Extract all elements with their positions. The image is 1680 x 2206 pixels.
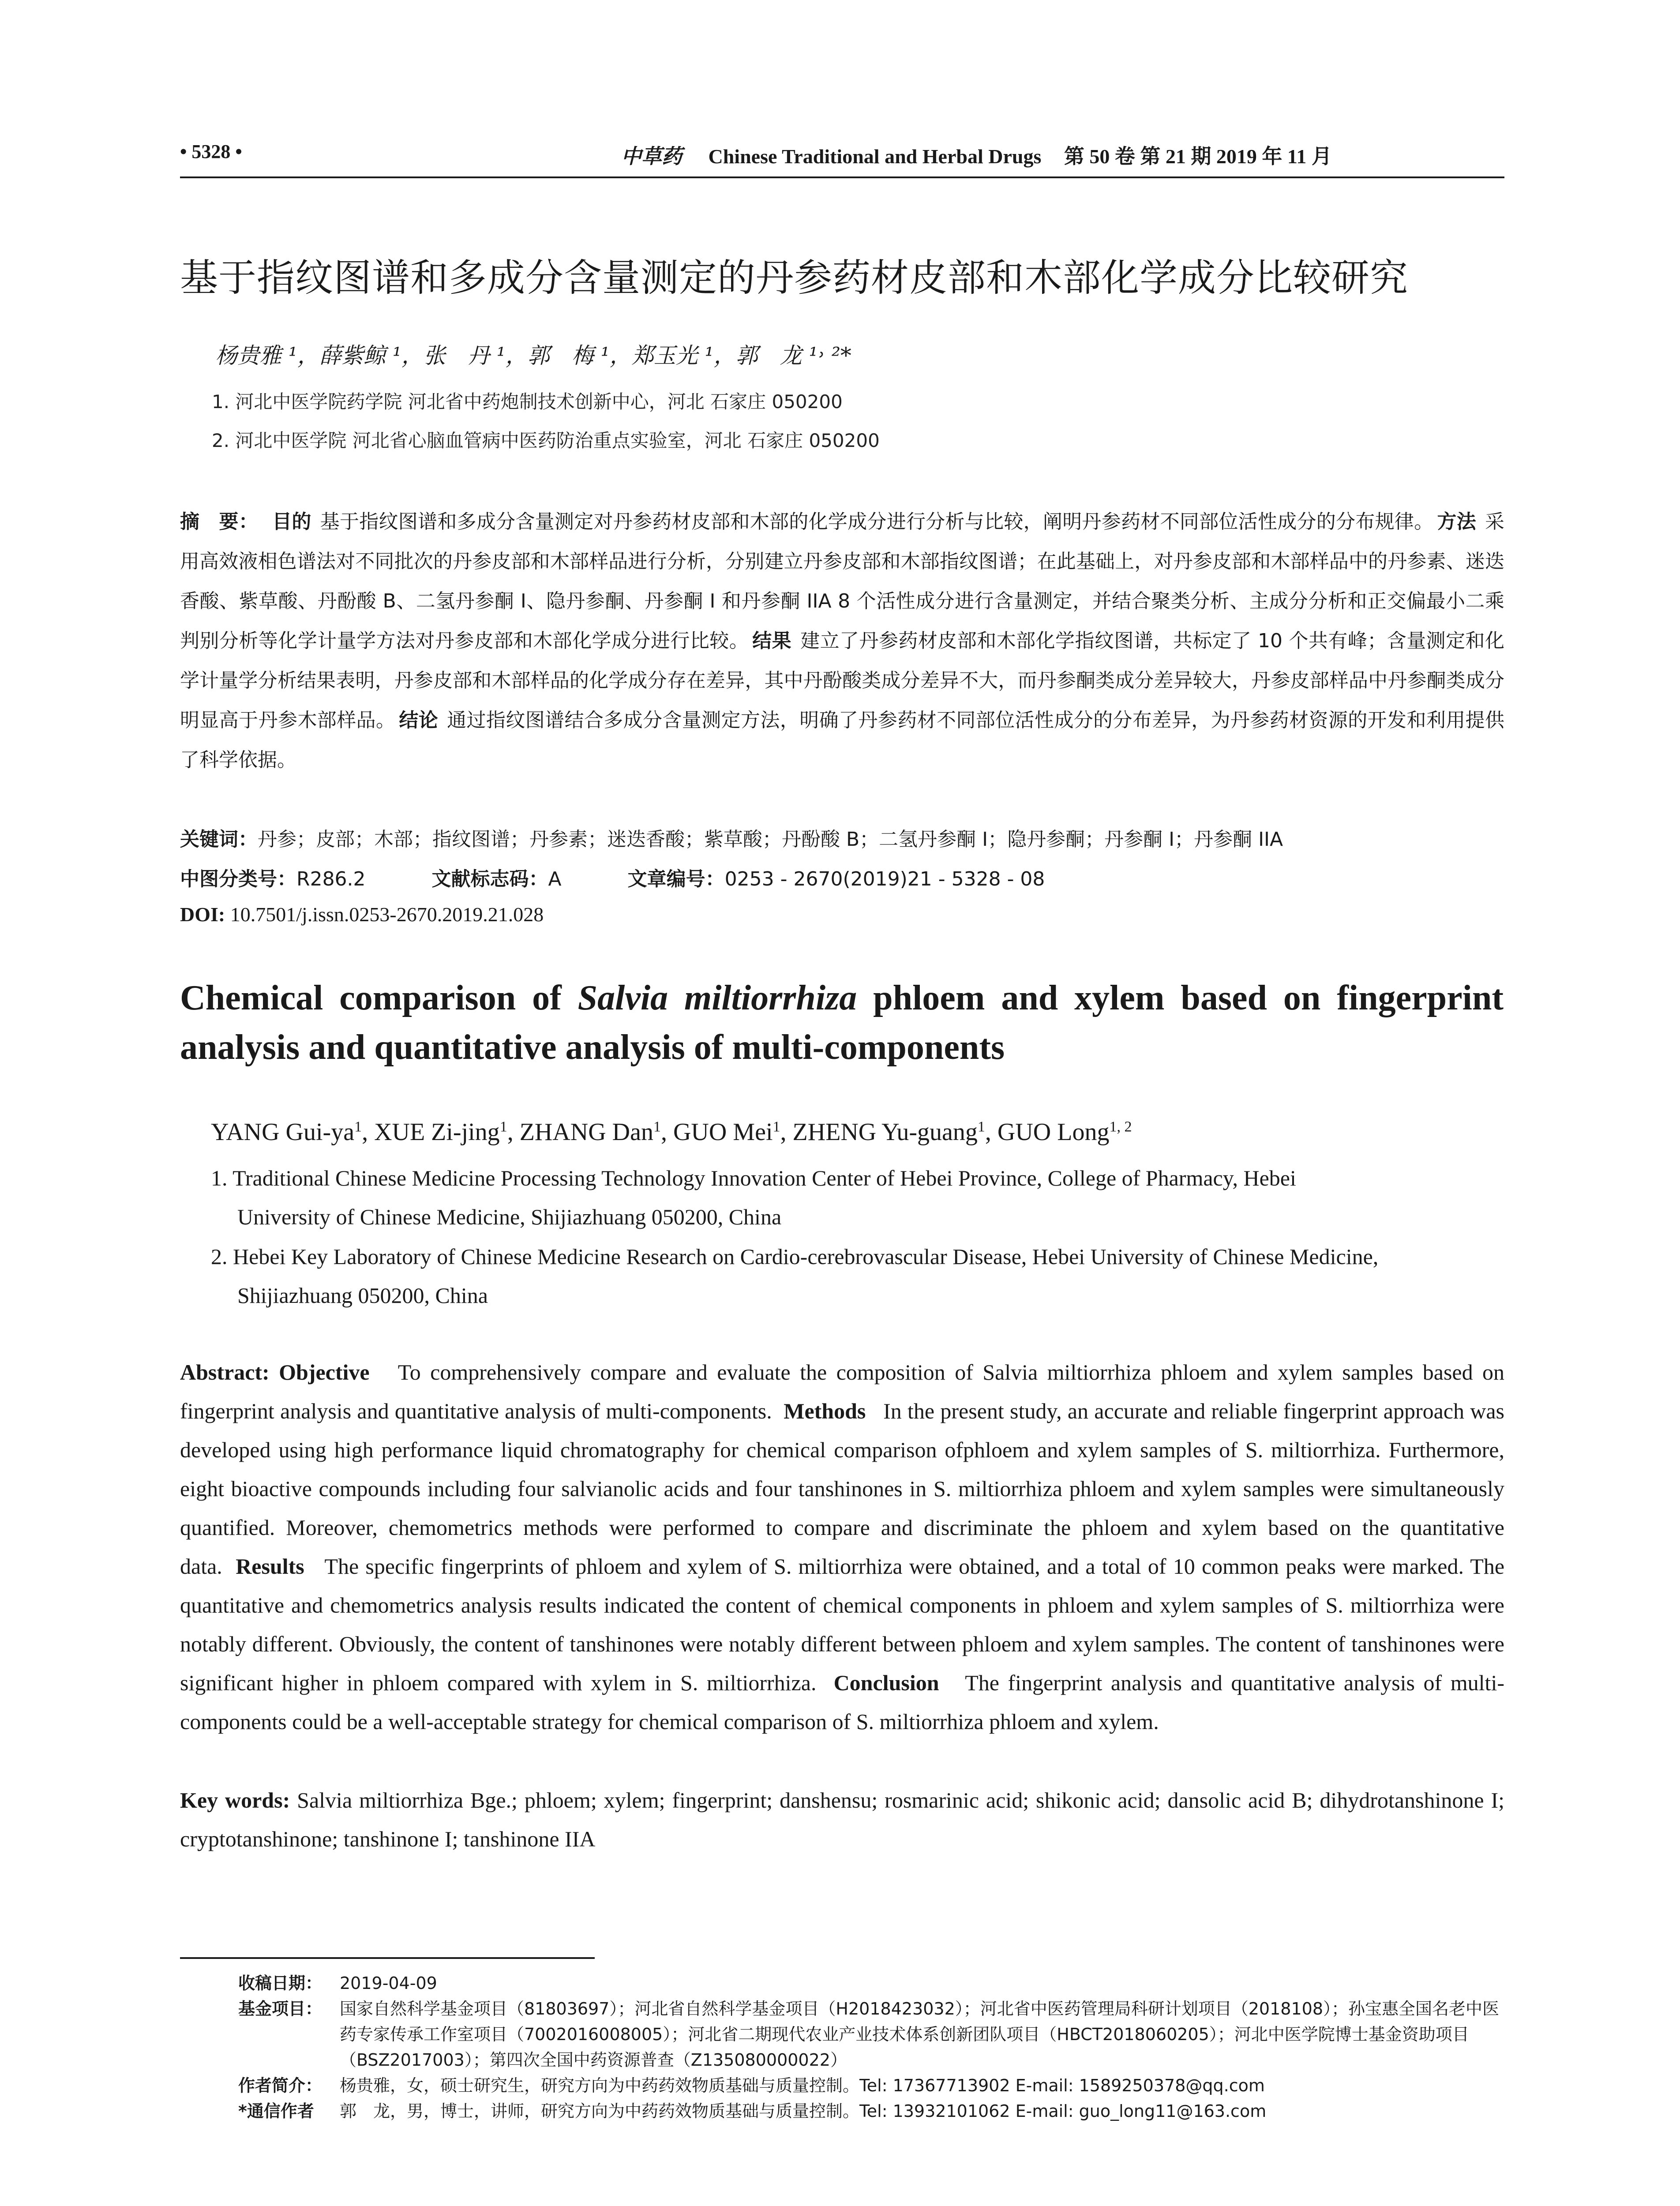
page-number: • 5328 • (180, 141, 242, 162)
doi-label: DOI: (180, 903, 225, 926)
english-abstract (180, 1353, 1504, 1741)
header-divider (180, 176, 1504, 178)
footnote-funding (238, 1996, 1504, 2073)
conclusion-label-en: Conclusion (833, 1670, 939, 1695)
chinese-abstract (180, 502, 1504, 780)
footnote-author-bio (238, 2073, 1504, 2098)
english-title-part1: Chemical comparison of (180, 979, 578, 1017)
abstract-objective-label: Abstract: Objective (180, 1360, 370, 1384)
classification-line (180, 863, 1045, 891)
footnote-label: 作者简介： (238, 2076, 322, 2095)
results-label-cn: 结果 (752, 630, 792, 652)
chinese-keywords (180, 823, 1283, 852)
affiliation-line: 2. Hebei Key Laboratory of Chinese Medicine Research on Cardio-cerebrovascular Disease, Hebei University of Chinese Medicine, (211, 1244, 1379, 1269)
author-name: XUE Zi-jing (374, 1118, 500, 1146)
article-no-label: 文章编号： (627, 868, 725, 890)
abstract-label-cn: 摘 要： (180, 510, 259, 533)
affiliation-continuation: University of Chinese Medicine, Shijiazhuang 050200, China (237, 1204, 782, 1229)
conclusion-text-cn: 通过指纹图谱结合多成分含量测定方法，明确了丹参药材不同部位活性成分的分布差异，为丹参药材资源的开发和利用提供了科学依据。 (180, 709, 1505, 771)
english-affiliation-1 (211, 1159, 1504, 1236)
methods-text-en: In the present study, an accurate and reliable fingerprint approach was developed using high performance liquid chromatography for chemical comparison ofphloem and xylem samples of S. miltiorrhiza. Furthermore, eight bioactive compounds including four salvianolic acids and four tanshinones in S. miltiorrhiza phloem and xylem samples were simultaneously quantified. Moreover, chemometrics methods were performed to compare and discriminate the phloem and xylem based on the quantitative data. (180, 1399, 1504, 1579)
footnote-corresponding-author (238, 2098, 1504, 2124)
english-authors: YANG Gui-$ya^1$, XUE Zi-jing$^1$, ZHANG Dan$^1$, GUO Mei$^1$, ZHENG Yu-guang$^1$, GUO Long$^{1, 2}$ (211, 1118, 1132, 1146)
clc-label: 中图分类号： (180, 868, 296, 890)
issue-info: 第 50 卷 第 21 期 2019 年 11 月 (1064, 145, 1332, 168)
footnote-divider (180, 1957, 595, 1959)
footnote-text: 郭 龙，男，博士，讲师，研究方向为中药药效物质基础与质量控制。Tel: 13932101062 E-mail: guo_long11@163.com (340, 2101, 1267, 2121)
chinese-title: 基于指纹图谱和多成分含量测定的丹参药材皮部和木部化学成分比较研究 (180, 256, 1408, 300)
keywords-text-en: Salvia miltiorrhiza Bge.; phloem; xylem; fingerprint; danshensu; rosmarinic acid; shikonic acid; dansolic acid B; dihydrotanshinone I; cryptotanshinone; tanshinone I; tanshinone IIA (180, 1788, 1504, 1851)
methods-text-cn: 采用高效液相色谱法对不同批次的丹参皮部和木部样品进行分析，分别建立丹参皮部和木部指纹图谱；在此基础上，对丹参皮部和木部样品中的丹参素、迷迭香酸、紫草酸、丹酚酸 B、二氢丹参酮 I、隐丹参酮、丹参酮 I 和丹参酮 IIA 8 个活性成分进行含量测定，并结合聚类分析、主成分分析和正交偏最小二乘判别分析等化学计量学方法对丹参皮部和木部化学成分进行比较。 (180, 510, 1505, 652)
conclusion-label-cn: 结论 (399, 709, 439, 732)
keywords-label-cn: 关键词： (180, 828, 258, 851)
footnote-text: 2019-04-09 (340, 1973, 437, 1993)
doc-code-label: 文献标志码： (431, 868, 548, 890)
author-sup: 1, 2 (1109, 1118, 1132, 1135)
author-name: ZHANG Dan (519, 1118, 653, 1146)
results-text-en: The specific fingerprints of phloem and xylem of S. miltiorrhiza were obtained, and a total of 10 common peaks were marked. The quantitative and chemometrics analysis results indicated the content of chemical components in phloem and xylem samples of S. miltiorrhiza were notably different. Obviously, the content of tanshinones were notably different between phloem and xylem samples. The content of tanshinones were significant higher in phloem compared with xylem in S. miltiorrhiza. (180, 1554, 1505, 1695)
journal-name-en: Chinese Traditional and Herbal Drugs (708, 145, 1042, 168)
objective-text-cn: 基于指纹图谱和多成分含量测定对丹参药材皮部和木部的化学成分进行分析与比较，阐明丹参药材不同部位活性成分的分布规律。 (320, 510, 1434, 533)
methods-label-en: Methods (784, 1399, 866, 1423)
results-text-cn: 建立了丹参药材皮部和木部化学指纹图谱，共标定了 10 个共有峰；含量测定和化学计量学分析结果表明，丹参皮部和木部样品的化学成分存在差异，其中丹酚酸类成分差异不大，而丹参酮类成分差异较大，丹参皮部样品中丹参酮类成分明显高于丹参木部样品。 (180, 630, 1505, 732)
author-name: GUO Long (997, 1118, 1110, 1146)
keywords-label-en: Key words: (180, 1788, 290, 1812)
footnote-text: 杨贵雅，女，硕士研究生，研究方向为中药药效物质基础与质量控制。Tel: 17367713902 E-mail: 1589250378@qq.com (340, 2076, 1265, 2095)
journal-info (621, 140, 1332, 169)
results-label-en: Results (236, 1554, 304, 1579)
english-title-part2: phloem and xylem based on fingerprint analysis and quantitative analysis of multi-components (180, 979, 1504, 1067)
chinese-affiliation-2: 2. 河北中医学院 河北省心脑血管病中医药防治重点实验室，河北 石家庄 050200 (212, 430, 880, 451)
author-sup: 1 (653, 1118, 661, 1135)
footnote-label: 收稿日期： (238, 1973, 322, 1993)
doc-code-value: A (548, 868, 562, 890)
author-sup: 1 (354, 1118, 362, 1135)
english-title (180, 973, 1504, 1072)
objective-label-cn: 目的 (272, 510, 311, 533)
author-sup: 1 (977, 1118, 985, 1135)
doi-line (180, 903, 544, 926)
footnote-received (238, 1970, 1504, 1996)
author-name: ZHENG Yu-guang (792, 1118, 978, 1146)
english-affiliation-2 (211, 1237, 1504, 1315)
footnotes (238, 1970, 1504, 2124)
author-name: YANG Gui-ya (211, 1118, 355, 1146)
affiliation-line: 1. Traditional Chinese Medicine Processing Technology Innovation Center of Hebei Province, College of Pharmacy, Hebei (211, 1166, 1296, 1190)
methods-label-cn: 方法 (1437, 510, 1477, 533)
conclusion-text-en: The fingerprint analysis and quantitative analysis of multi-components could be a well-acceptable strategy for chemical comparison of S. miltiorrhiza phloem and xylem. (180, 1670, 1504, 1734)
footnote-text: 国家自然科学基金项目（81803697）；河北省自然科学基金项目（H2018423032）；河北省中医药管理局科研计划项目（2018108）；孙宝惠全国名老中医药专家传承工作室项目（7002016008005）；河北省二期现代农业产业技术体系创新团队项目（HBCT2018060205）；河北中医学院博士基金资助项目（BSZ2017003）；第四次全国中药资源普查（Z135080000022） (340, 1999, 1499, 2070)
chinese-affiliation-1: 1. 河北中医学院药学院 河北省中药炮制技术创新中心，河北 石家庄 050200 (212, 391, 843, 413)
journal-name-cn: 中草药 (621, 144, 682, 168)
english-keywords (180, 1781, 1504, 1858)
doi-value: 10.7501/j.issn.0253-2670.2019.21.028 (230, 903, 544, 926)
keywords-text-cn: 丹参；皮部；木部；指纹图谱；丹参素；迷迭香酸；紫草酸；丹酚酸 B；二氢丹参酮 I；隐丹参酮；丹参酮 I；丹参酮 IIA (258, 828, 1283, 851)
clc-value: R286.2 (296, 868, 366, 890)
affiliation-continuation: Shijiazhuang 050200, China (237, 1283, 488, 1308)
article-no-value: 0253 - 2670(2019)21 - 5328 - 08 (724, 868, 1045, 890)
chinese-authors: 杨贵雅 ¹，薛紫鲸 ¹，张 丹 ¹，郭 梅 ¹，郑玉光 ¹，郭 龙 ¹˒ ²* (215, 343, 851, 368)
footnote-label: 基金项目： (238, 1999, 322, 2018)
author-sup: 1 (499, 1118, 507, 1135)
author-name: GUO Mei (673, 1118, 773, 1146)
author-sup: 1 (772, 1118, 780, 1135)
running-header (180, 140, 1504, 176)
footnote-label: *通信作者 (238, 2101, 314, 2121)
objective-text-en: To comprehensively compare and evaluate the composition of Salvia miltiorrhiza phloem and xylem samples based on fingerprint analysis and quantitative analysis of multi-components. (180, 1360, 1505, 1423)
english-title-species: Salvia miltiorrhiza (578, 979, 857, 1017)
